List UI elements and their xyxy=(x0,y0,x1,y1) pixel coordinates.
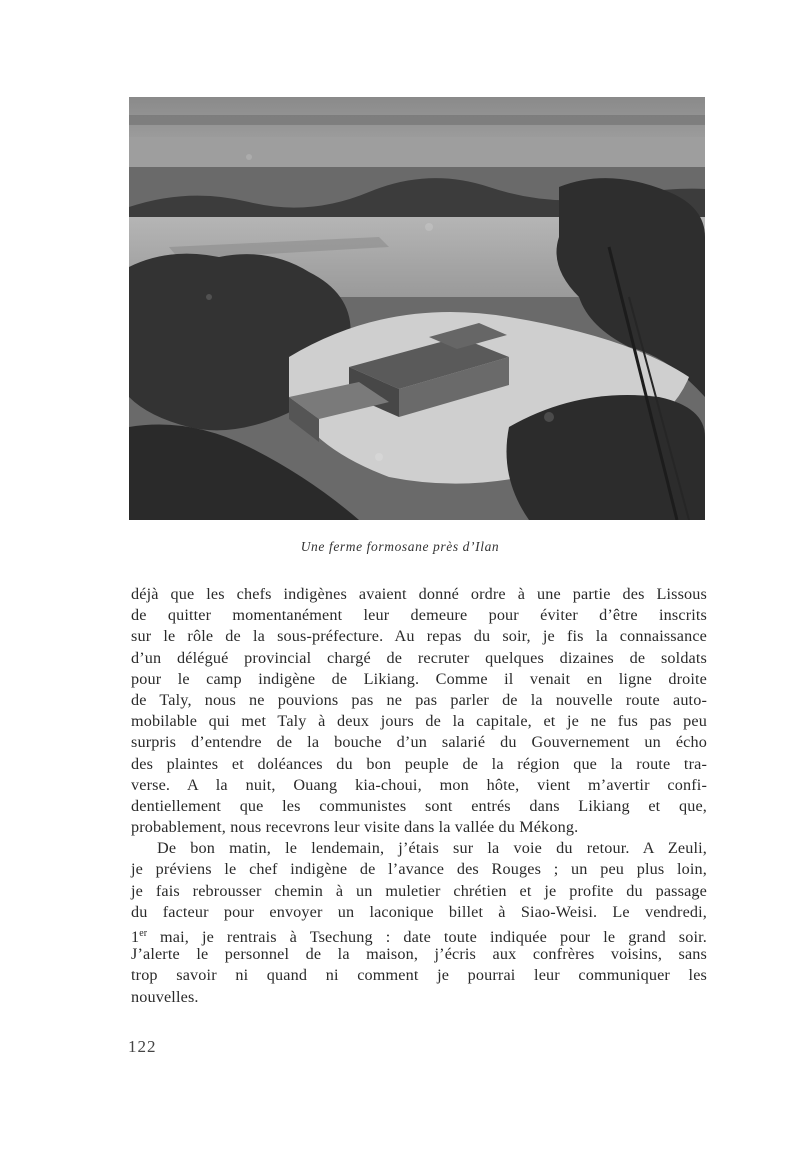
page-number: 122 xyxy=(128,1037,157,1056)
photo-caption: Une ferme formosane près d’Ilan xyxy=(300,539,500,554)
text-line: mobilable qui met Taly à deux jours de la capitale, et je ne fus pas peu xyxy=(131,712,707,731)
text-line: probablement, nous recevrons leur visite dans la vallée du Mékong. xyxy=(131,818,579,837)
text-line-sup xyxy=(131,923,707,944)
farm-photo-image xyxy=(129,97,705,520)
text-line: verse. A la nuit, Ouang kia-choui, mon hôte, vient m’avertir confi- xyxy=(131,775,707,794)
sup-prefix: 1 xyxy=(131,928,140,946)
body-text xyxy=(131,584,707,1008)
text-line: surpris d’entendre de la bouche d’un salarié du Gouvernement un écho xyxy=(131,733,707,752)
text-line: je fais rebrousser chemin à un muletier chrétien et je profite du passage xyxy=(131,881,707,900)
farm-photo xyxy=(129,97,705,520)
text-line: je préviens le chef indigène de l’avance des Rouges ; un peu plus loin, xyxy=(131,860,707,879)
text-line: nouvelles. xyxy=(131,987,199,1006)
text-line: du facteur pour envoyer un laconique billet à Siao-Weisi. Le vendredi, xyxy=(131,902,707,921)
text-line: de quitter momentanément leur demeure pour éviter d’être inscrits xyxy=(131,606,707,625)
text-line: pour le camp indigène de Likiang. Comme il venait en ligne droite xyxy=(131,669,707,688)
text-line: de Taly, nous ne pouvions pas ne pas parler de la nouvelle route auto- xyxy=(131,690,707,709)
text-line: d’un délégué provincial chargé de recruter quelques dizaines de soldats xyxy=(131,648,707,667)
sup-rest: mai, je rentrais à Tsechung : date toute indiquée pour le grand soir. xyxy=(147,928,707,946)
text-line: des plaintes et doléances du bon peuple de la région que la route tra- xyxy=(131,754,707,773)
text-line: dentiellement que les communistes sont entrés dans Likiang et que, xyxy=(131,796,707,815)
sup-text: er xyxy=(139,928,148,939)
text-line: De bon matin, le lendemain, j’étais sur la voie du retour. A Zeuli, xyxy=(157,839,707,858)
text-line: J’alerte le personnel de la maison, j’écris aux confrères voisins, sans xyxy=(131,945,707,964)
text-line: déjà que les chefs indigènes avaient donné ordre à une partie des Lissous xyxy=(131,585,707,603)
text-line: trop savoir ni quand ni comment je pourrai leur communiquer les xyxy=(131,966,707,985)
text-line: sur le rôle de la sous-préfecture. Au repas du soir, je fis la connaissance xyxy=(131,627,707,646)
